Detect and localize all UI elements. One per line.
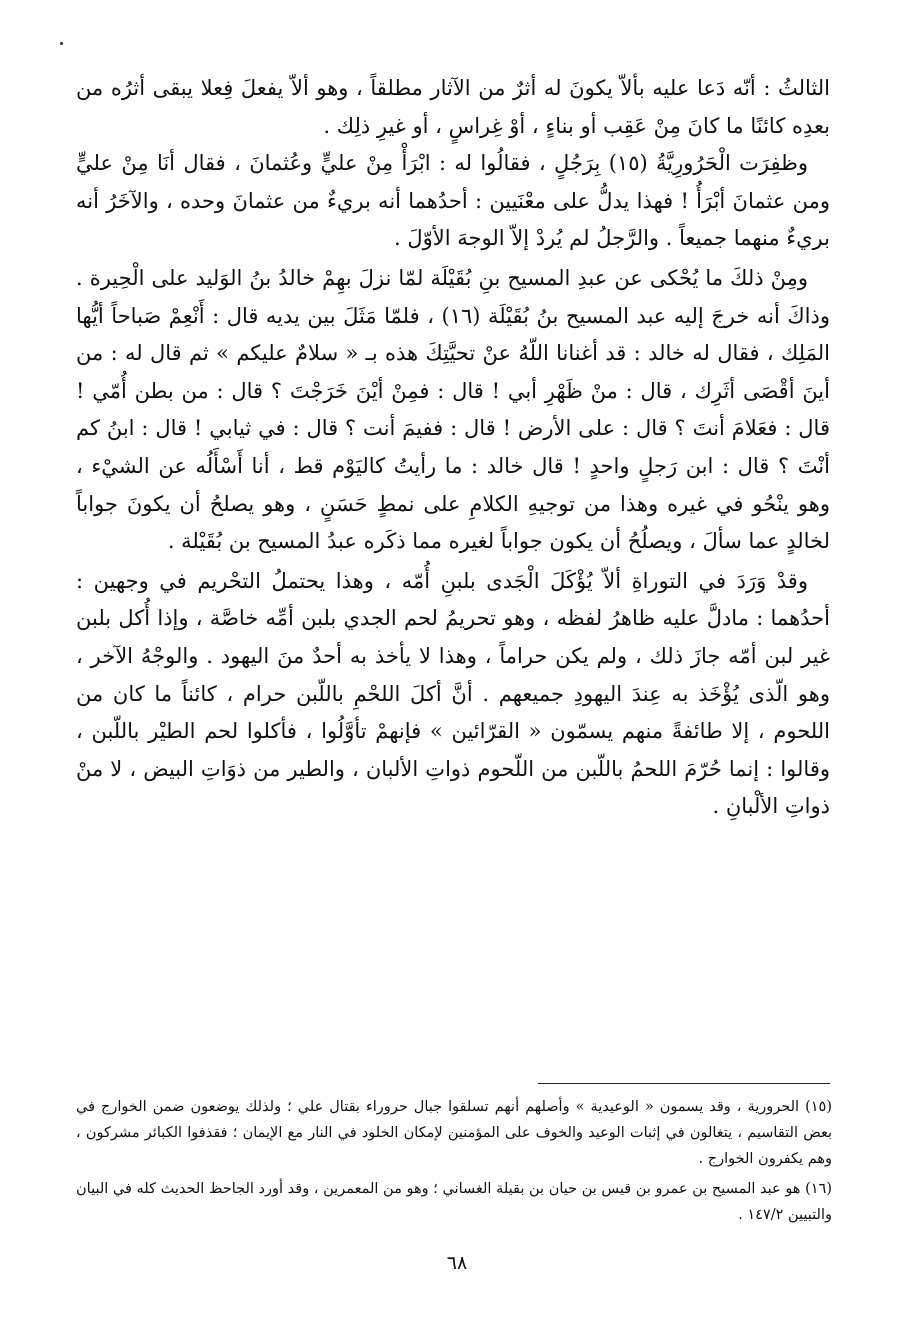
- footnote-15: (١٥) الحرورية ، وقد يسمون « الوعيدية » وأصلهم أنهم تسلقوا جبال حروراء بقتال علي ؛ ولذلك يوضعون ضمن الخوارج في بعض التقاسيم ، يتغالون في إثبات الوعيد والخوف على المؤمنين لإمكان الخلود في النار مع الإيمان ؛ فقذفوا الكبائر مشركون ، وهم يكفرون الخوارج .: [76, 1099, 832, 1167]
- footnotes: [76, 1094, 832, 1228]
- paragraph-2: وظفِرَت الْحَرُورِيَّةُ (١٥) بِرَجُلٍ ، فقالُوا له : ابْرَأْ مِنْ عليٍّ وعُثمانَ ، فقال أنَا مِنْ عليٍّ ومن عثمانَ أبْرَأُ ! فهذا يدلُّ على معْنَيين : أحدُهما أنه بريءٌ من عثمانَ وحده ، والآخَرُ أنه بريءٌ منهما جميعاً . والرَّجلُ لم يُردْ إلاّ الوجهَ الأوّلَ .: [76, 151, 830, 251]
- stray-mark: [60, 42, 63, 45]
- paragraph-1: الثالثُ : أنّه دَعا عليه بألاّ يكونَ له أثرٌ من الآثار مطلقاً ، وهو ألاّ يفعلَ فِعلا يبقى أثرُه من بعدِه كائنًا ما كانَ مِنْ عَقِب أو بناءٍ ، أوْ غِراسٍ ، أو غيرِ ذلِك .: [76, 76, 830, 138]
- paragraph-3: ومِنْ ذلكَ ما يُحْكى عن عبدِ المسيح بنِ بُقَيْلَة لمّا نزلَ بهِمْ خالدُ بنُ الوَليد على الْحِيرة . وذاكَ أنه خرجَ إليه عبد المسيح بنُ بُقَيْلَة (١٦) ، فلمّا مَثَلَ بين يديه قال : أَنْعِمْ صَباحاً أيُّها المَلِك ، فقال له خالد : قد أغنانا اللّهُ عنْ تحيَّتِكَ هذه بـ « سلامٌ عليكم » ثم قال له : من أينَ أقْصَى أثَرِك ، قال : منْ ظَهْرِ أبي ! قال : فمِنْ أيْنَ خَرَجْتَ ؟ قال : من بطن أُمّي ! قال : فعَلامَ أنتَ ؟ قال : على الأرض ! قال : ففيمَ أنت ؟ قال : في ثيابي ! قال : ابنُ كم أنْتَ ؟ قال : ابن رَجلٍ واحدٍ ! قال خالد : ما رأيتُ كاليَوْم قط ، أنا أَسْأَلُه عن الشيْء ، وهو ينْحُو في غيره وهذا من توجيهِ الكلامِ على نمطٍ حَسَنٍ ، وهو يصلحُ أن يكونَ جواباً لخالدٍ عما سألَ ، ويصلُحُ أن يكون جواباً لغيره مما ذكَره عبدُ المسيح بن بُقَيْلة .: [76, 265, 830, 554]
- page-number: ٦٨: [446, 1252, 468, 1274]
- paragraph-4: وقدْ وَرَدَ في التوراةِ ألاّ يُؤْكَلَ الْجَدى بلبنِ أُمّه ، وهذا يحتملُ التحْريم في وجهين : أحدُهما : مادلَّ عليه ظاهرُ لفظه ، وهو تحريمُ لحم الجدي بلبن أمِّه خاصَّة ، وإذا أُكل بلبن غير لبن أمّه جازَ ذلك ، ولم يكن حراماً ، وهذا لا يأخذ به أحدٌ منَ اليهود . والوجْهُ الآخر ، وهو الّذى يُؤْخَذ به عِندَ اليهودِ جميعهم . أنَّ أكلَ اللحْمِ باللّبن حرام ، كائناً ما كان من اللحوم ، إلا طائفةً منهم يسمّون « القرّائين » فإنهمْ تأوَّلُوا ، فأكلوا لحم الطيْر باللّبن ، وقالوا : إنما حُرّمَ اللحمُ باللّبن من اللّحوم ذواتِ الألبان ، والطير من ذوَاتِ البيض ، لا منْ ذواتِ الألْبانِ .: [76, 568, 830, 819]
- footnote-divider: [538, 1083, 830, 1084]
- footnote-16: (١٦) هو عبد المسيح بن عمرو بن قيس بن حيان بن بقيلة الغساني ؛ وهو من المعمرين ، وقد أورد الجاحظ الحديث كله في البيان والتبيين ١٤٧/٢ .: [76, 1181, 832, 1223]
- main-text: [76, 70, 830, 826]
